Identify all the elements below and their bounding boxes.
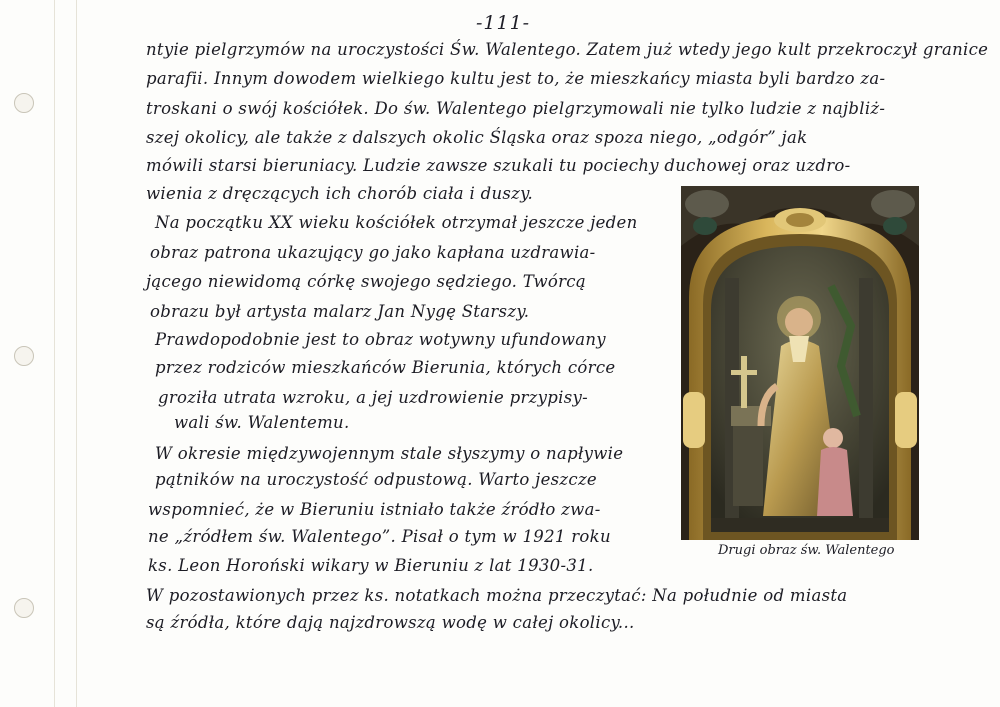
text-line: obraz patrona ukazujący go jako kapłana uzdrawia- xyxy=(150,243,596,262)
page-number: -111- xyxy=(476,12,531,34)
punch-hole xyxy=(14,346,34,366)
text-line: pątników na uroczystość odpustową. Warto jeszcze xyxy=(155,470,597,489)
text-line: wali św. Walentemu. xyxy=(174,413,350,432)
photo-caption: Drugi obraz św. Walentego xyxy=(718,543,895,558)
left-margin-line xyxy=(76,0,77,707)
text-line: groziła utrata wzroku, a jej uzdrowienie przypisy- xyxy=(158,388,589,407)
text-line: jącego niewidomą córkę swojego sędziego. Twórcą xyxy=(146,272,586,291)
painting-illustration xyxy=(681,186,919,540)
text-line: W pozostawionych przez ks. notatkach można przeczytać: Na południe od miasta xyxy=(146,586,848,605)
photo-painting-st-valentine xyxy=(681,186,919,540)
text-line: Prawdopodobnie jest to obraz wotywny ufundowany xyxy=(155,330,606,349)
text-line: W okresie międzywojennym stale słyszymy o napływie xyxy=(155,444,624,463)
punch-hole xyxy=(14,598,34,618)
text-line: mówili starsi bieruniacy. Ludzie zawsze szukali tu pociechy duchowej oraz uzdro- xyxy=(146,156,851,175)
text-line: ks. Leon Horoński wikary w Bieruniu z lat 1930-31. xyxy=(148,556,594,575)
left-margin-line xyxy=(54,0,55,707)
text-line: obrazu był artysta malarz Jan Nygę Starszy. xyxy=(150,302,530,321)
text-line: ne „źródłem św. Walentego”. Pisał o tym w 1921 roku xyxy=(148,527,611,546)
text-line: parafii. Innym dowodem wielkiego kultu jest to, że mieszkańcy miasta byli bardzo za- xyxy=(146,69,886,88)
text-line: przez rodziców mieszkańców Bierunia, których córce xyxy=(155,358,616,377)
text-line: są źródła, które dają najzdrowszą wodę w całej okolicy... xyxy=(146,613,635,632)
text-line: wienia z dręczących ich chorób ciała i duszy. xyxy=(146,184,534,203)
punch-hole xyxy=(14,93,34,113)
text-line: szej okolicy, ale także z dalszych okolic Śląska oraz spoza niego, „odgór” jak xyxy=(146,128,808,147)
text-line: troskani o swój kościółek. Do św. Walentego pielgrzymowali nie tylko ludzie z najbliż- xyxy=(146,99,886,118)
text-line: Na początku XX wieku kościółek otrzymał jeszcze jeden xyxy=(155,213,638,232)
text-line: wspomnieć, że w Bieruniu istniało także źródło zwa- xyxy=(148,500,601,519)
text-line: ntyie pielgrzymów na uroczystości Św. Walentego. Zatem już wtedy jego kult przekroczył granice xyxy=(146,40,989,59)
